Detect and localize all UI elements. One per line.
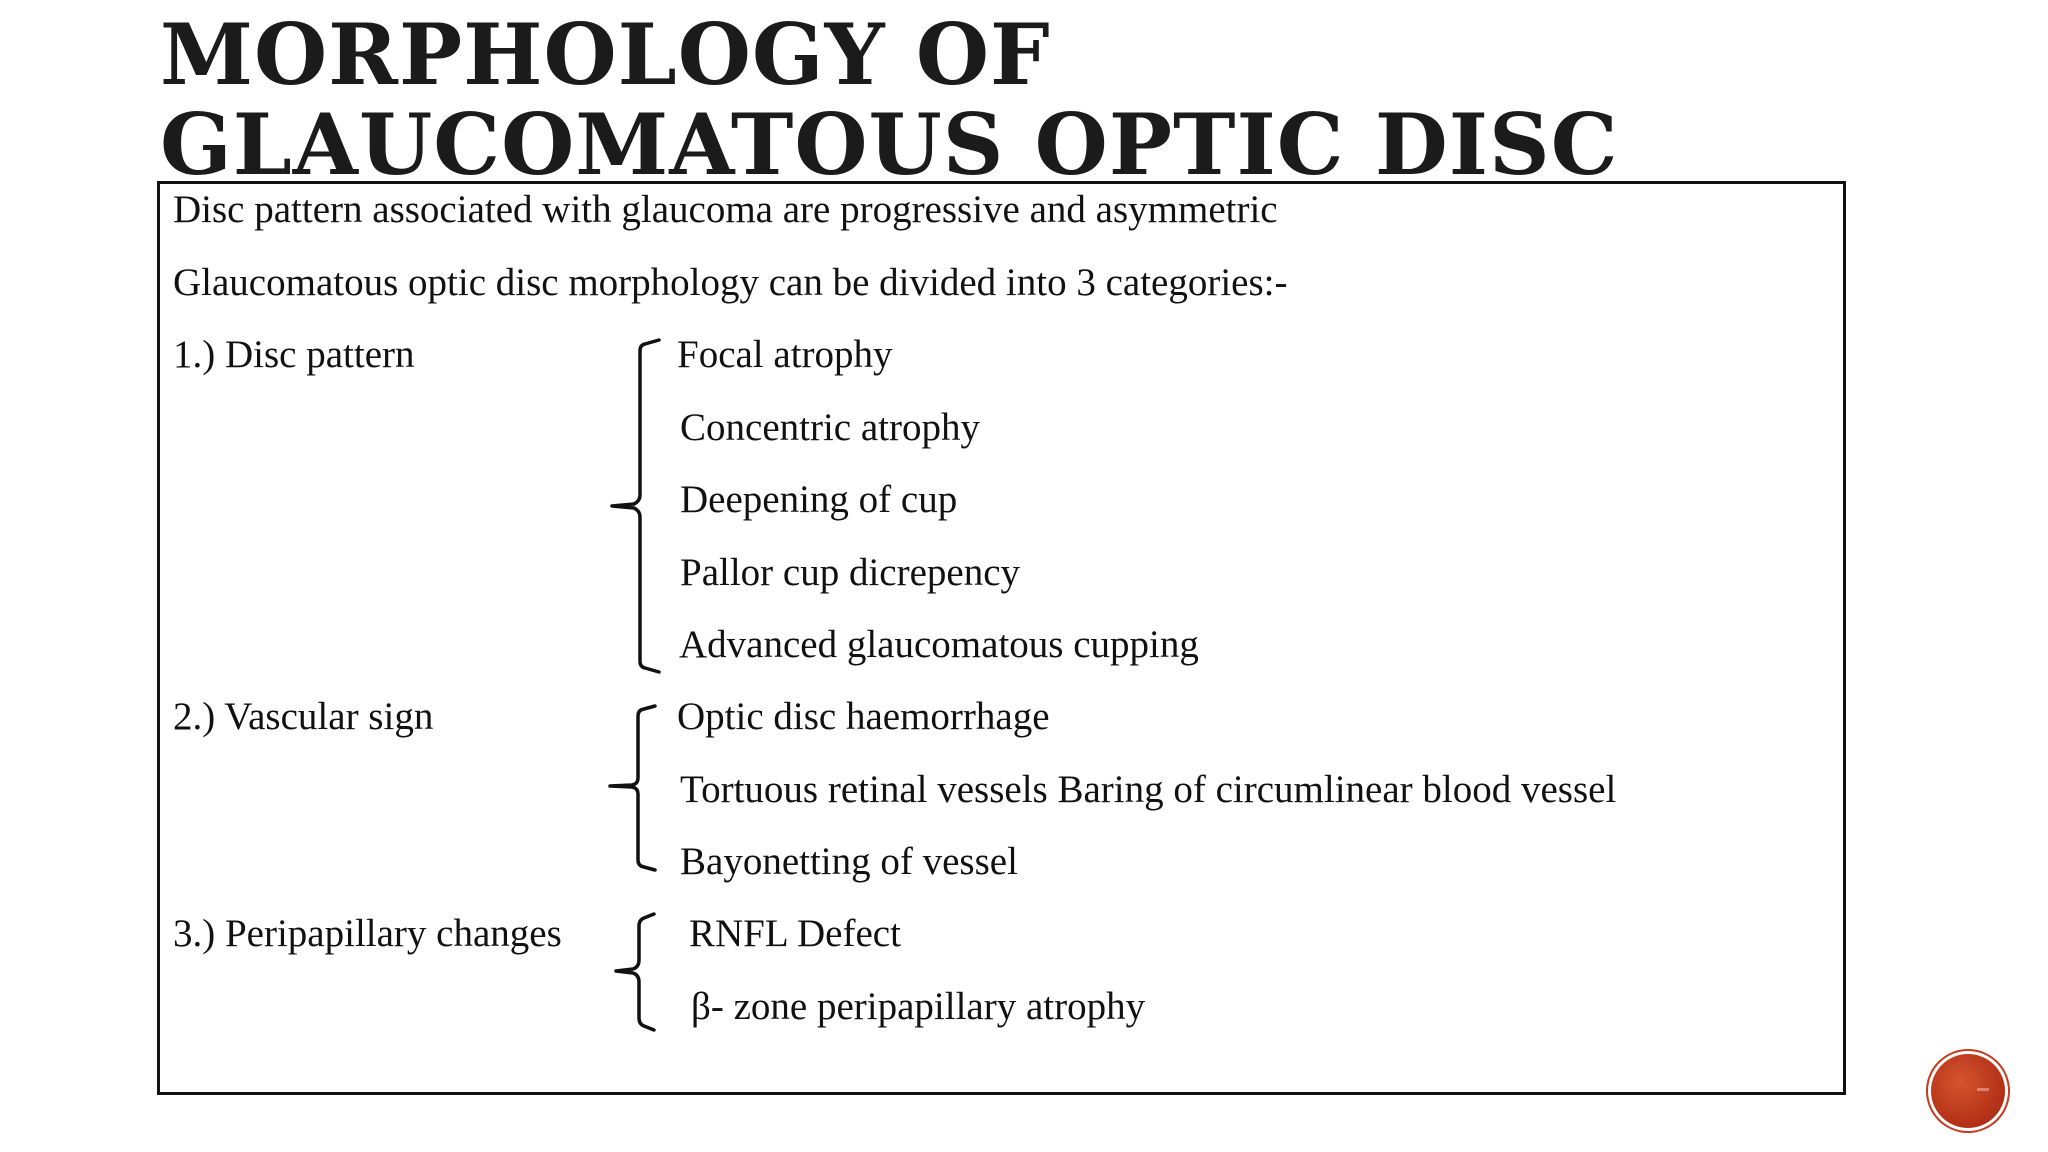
list-item-focal-atrophy: Focal atrophy bbox=[677, 333, 893, 376]
brace-disc-pattern bbox=[600, 335, 670, 680]
category-label-peripapillary-changes: 3.) Peripapillary changes bbox=[173, 912, 562, 955]
list-item-deepening-of-cup: Deepening of cup bbox=[680, 478, 958, 521]
category-label-disc-pattern: 1.) Disc pattern bbox=[173, 333, 415, 376]
next-slide-button[interactable] bbox=[1931, 1054, 2005, 1128]
list-item-bayonetting: Bayonetting of vessel bbox=[680, 840, 1018, 883]
list-item-tortuous-vessels: Tortuous retinal vessels Baring of circumlinear blood vessel bbox=[680, 768, 1617, 811]
slide-title: MORPHOLOGY OF GLAUCOMATOUS OPTIC DISC bbox=[160, 5, 1619, 194]
list-item-concentric-atrophy: Concentric atrophy bbox=[680, 406, 980, 449]
list-item-beta-zone: β- zone peripapillary atrophy bbox=[691, 985, 1146, 1028]
list-item-rnfl-defect: RNFL Defect bbox=[689, 912, 901, 955]
next-slide-icon bbox=[1977, 1088, 1989, 1091]
brace-vascular-sign bbox=[600, 700, 670, 880]
intro-line-2: Glaucomatous optic disc morphology can be divided into 3 categories:- bbox=[173, 261, 1288, 304]
list-item-pallor-cup: Pallor cup dicrepency bbox=[680, 551, 1021, 594]
intro-line-1: Disc pattern associated with glaucoma are progressive and asymmetric bbox=[173, 188, 1278, 231]
category-label-vascular-sign: 2.) Vascular sign bbox=[173, 695, 434, 738]
list-item-optic-disc-haemorrhage: Optic disc haemorrhage bbox=[677, 695, 1050, 738]
brace-peripapillary-changes bbox=[610, 910, 670, 1040]
list-item-advanced-cupping: Advanced glaucomatous cupping bbox=[679, 623, 1199, 666]
